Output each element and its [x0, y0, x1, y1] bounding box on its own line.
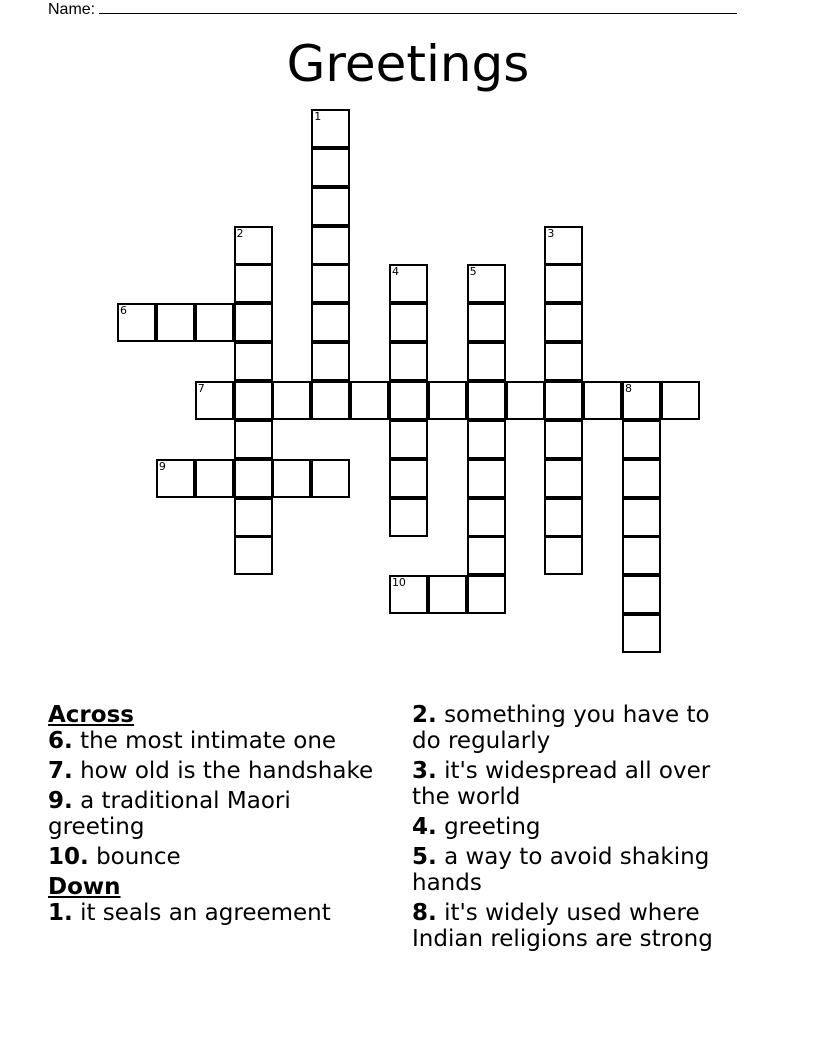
crossword-cell[interactable]	[311, 148, 350, 187]
crossword-cell[interactable]	[583, 381, 622, 420]
crossword-cell[interactable]	[467, 420, 506, 459]
crossword-cell[interactable]	[234, 264, 273, 303]
across-heading: Across	[48, 702, 134, 728]
crossword-cell[interactable]	[389, 381, 428, 420]
crossword-cell[interactable]	[311, 187, 350, 226]
clues-right-column	[412, 702, 732, 956]
clue-text: it seals an agreement	[80, 900, 331, 926]
clues-left-column	[48, 702, 378, 930]
crossword-cell[interactable]	[467, 575, 506, 614]
clue-number: 7.	[48, 758, 73, 784]
crossword-cell[interactable]	[544, 342, 583, 381]
crossword-cell[interactable]	[234, 498, 273, 537]
crossword-cell[interactable]	[622, 614, 661, 653]
down-clue	[48, 900, 378, 926]
crossword-cell[interactable]	[467, 536, 506, 575]
crossword-cell[interactable]	[311, 109, 350, 148]
crossword-cell[interactable]	[311, 342, 350, 381]
crossword-cell[interactable]	[195, 459, 234, 498]
crossword-cell[interactable]	[311, 226, 350, 265]
crossword-cell[interactable]	[389, 303, 428, 342]
down-clue	[412, 844, 732, 896]
down-heading: Down	[48, 874, 121, 900]
down-clue	[412, 900, 732, 952]
crossword-cell[interactable]	[544, 459, 583, 498]
crossword-cell[interactable]	[389, 459, 428, 498]
down-clue	[412, 702, 732, 754]
crossword-cell[interactable]	[311, 381, 350, 420]
down-clue	[412, 758, 732, 810]
clue-number: 3.	[412, 758, 437, 784]
clue-text: how old is the handshake	[80, 758, 374, 784]
across-clue	[48, 788, 378, 840]
crossword-cell[interactable]	[544, 498, 583, 537]
crossword-cell[interactable]	[234, 342, 273, 381]
crossword-cell[interactable]	[156, 303, 195, 342]
crossword-cell[interactable]	[467, 303, 506, 342]
clue-number-label: 2	[236, 226, 244, 240]
crossword-cell[interactable]	[622, 420, 661, 459]
crossword-cell[interactable]	[622, 498, 661, 537]
crossword-cell[interactable]	[272, 459, 311, 498]
page-title: Greetings	[286, 35, 530, 93]
clue-text: something you have to do regularly	[412, 702, 710, 754]
across-clue	[48, 844, 378, 870]
clue-number-label: 9	[158, 459, 166, 473]
clue-text: it's widely used where Indian religions are strong	[412, 900, 713, 952]
clue-number-label: 6	[120, 304, 127, 318]
crossword-cell[interactable]	[544, 381, 583, 420]
clue-number: 8.	[412, 900, 437, 926]
crossword-cell[interactable]	[234, 303, 273, 342]
crossword-cell[interactable]	[234, 536, 273, 575]
crossword-cell[interactable]	[311, 459, 350, 498]
clue-number: 5.	[412, 844, 437, 870]
crossword-cell[interactable]	[467, 459, 506, 498]
crossword-cell[interactable]	[544, 303, 583, 342]
clue-number-label: 3	[547, 226, 555, 240]
clue-number: 1.	[48, 900, 73, 926]
crossword-cell[interactable]	[234, 381, 273, 420]
name-underline[interactable]	[99, 0, 737, 14]
name-label: Name:	[48, 1, 96, 18]
crossword-cell[interactable]	[544, 264, 583, 303]
clue-text: greeting	[444, 814, 541, 840]
across-clue	[48, 728, 378, 754]
clue-number-label: 1	[314, 110, 322, 123]
crossword-cell[interactable]	[389, 342, 428, 381]
clue-number: 6.	[48, 728, 73, 754]
crossword-cell[interactable]	[195, 381, 234, 420]
crossword-cell[interactable]	[389, 264, 428, 303]
clue-number: 4.	[412, 814, 437, 840]
clue-text: a traditional Maori greeting	[48, 788, 291, 840]
crossword-cell[interactable]	[544, 536, 583, 575]
clue-number-label: 10	[391, 576, 406, 590]
clue-number: 10.	[48, 844, 89, 870]
crossword-cell[interactable]	[234, 459, 273, 498]
crossword-cell[interactable]	[544, 226, 583, 265]
crossword-cell[interactable]	[467, 381, 506, 420]
crossword-cell[interactable]	[467, 342, 506, 381]
clue-text: the most intimate one	[80, 728, 337, 754]
crossword-cell[interactable]	[467, 498, 506, 537]
clue-text: a way to avoid shaking hands	[412, 844, 710, 896]
crossword-cell[interactable]	[428, 575, 467, 614]
clue-number-label: 5	[469, 265, 477, 279]
crossword-cell[interactable]	[311, 303, 350, 342]
crossword-cell[interactable]	[195, 303, 234, 342]
crossword-cell[interactable]	[350, 381, 389, 420]
clue-number: 2.	[412, 702, 437, 728]
clue-number-label: 8	[625, 381, 633, 395]
across-clue	[48, 758, 378, 784]
clue-text: it's widespread all over the world	[412, 758, 711, 810]
crossword-cell[interactable]	[389, 498, 428, 537]
crossword-cell[interactable]	[117, 303, 156, 342]
name-field[interactable]	[48, 0, 737, 19]
crossword-cell[interactable]	[506, 381, 545, 420]
crossword-cell[interactable]	[622, 459, 661, 498]
crossword-cell[interactable]	[467, 264, 506, 303]
crossword-cell[interactable]	[272, 381, 311, 420]
crossword-cell[interactable]	[311, 264, 350, 303]
clue-number-label: 4	[391, 265, 399, 279]
crossword-cell[interactable]	[544, 420, 583, 459]
down-clue	[412, 814, 732, 840]
crossword-cell[interactable]	[234, 420, 273, 459]
clue-text: bounce	[96, 844, 181, 870]
crossword-cell[interactable]	[389, 420, 428, 459]
crossword-cell[interactable]	[234, 226, 273, 265]
clue-number-label: 7	[197, 381, 205, 395]
crossword-cell[interactable]	[156, 459, 195, 498]
crossword-cell[interactable]	[661, 381, 700, 420]
crossword-cell[interactable]	[622, 575, 661, 614]
crossword-cell[interactable]	[389, 575, 428, 614]
crossword-cell[interactable]	[428, 381, 467, 420]
crossword-grid	[117, 109, 701, 655]
clue-number: 9.	[48, 788, 73, 814]
crossword-cell[interactable]	[622, 381, 661, 420]
crossword-cell[interactable]	[622, 536, 661, 575]
